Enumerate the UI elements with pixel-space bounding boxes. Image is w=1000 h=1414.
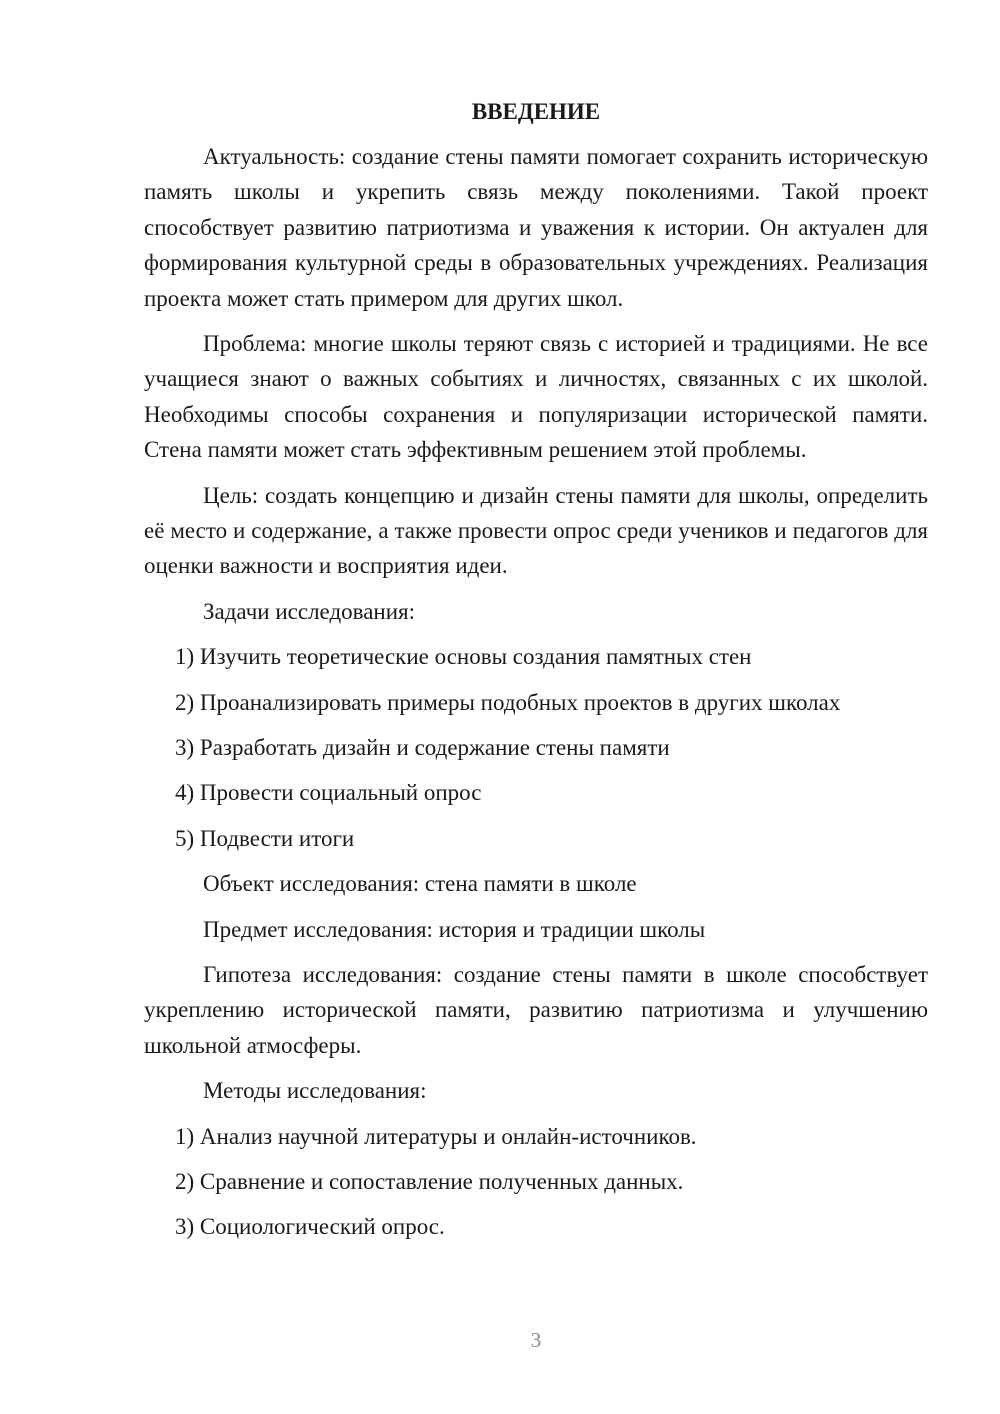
research-object: Объект исследования: стена памяти в школе	[203, 871, 637, 897]
list-item: 3) Разработать дизайн и содержание стены памяти	[175, 735, 670, 761]
relevance-paragraph: Актуальность: создание стены памяти помогает сохранить историческую память школы и укрепить связь между поколениями. Такой проект способствует развитию патриотизма и уважения к истории. Он актуален для формирования культурной среды в образовательных учреждениях. Реализация проекта может стать примером для других школ.	[144, 144, 928, 311]
list-item: 2) Проанализировать примеры подобных проектов в других школах	[175, 689, 841, 715]
list-item: 1) Анализ научной литературы и онлайн-источников.	[175, 1123, 697, 1149]
list-item: 1) Изучить теоретические основы создания памятных стен	[175, 644, 752, 670]
methods-heading: Методы исследования:	[203, 1078, 427, 1104]
problem-paragraph: Проблема: многие школы теряют связь с историей и традициями. Не все учащиеся знают о важных событиях и личностях, связанных с их школой. Необходимы способы сохранения и популяризации исторической памяти. Стена памяти может стать эффективным решением этой проблемы.	[144, 331, 928, 463]
list-item: 3) Социологический опрос.	[175, 1214, 445, 1240]
list-item: 5) Подвести итоги	[175, 825, 355, 851]
page-number: 3	[530, 1328, 542, 1352]
list-item: 2) Сравнение и сопоставление полученных данных.	[175, 1169, 684, 1194]
section-title: ВВЕДЕНИЕ	[471, 99, 601, 124]
tasks-list	[144, 639, 928, 856]
hypothesis-paragraph: Гипотеза исследования: создание стены памяти в школе способствует укреплению исторической памяти, развитию патриотизма и улучшению школьной атмосферы.	[144, 962, 928, 1058]
research-subject: Предмет исследования: история и традиции школы	[203, 916, 706, 942]
list-item: 4) Провести социальный опрос	[175, 780, 482, 806]
methods-list	[144, 1119, 928, 1245]
tasks-heading: Задачи исследования:	[203, 598, 416, 624]
goal-paragraph: Цель: создать концепцию и дизайн стены памяти для школы, определить её место и содержание, а также провести опрос среди учеников и педагогов для оценки важности и восприятия идеи.	[144, 482, 928, 579]
